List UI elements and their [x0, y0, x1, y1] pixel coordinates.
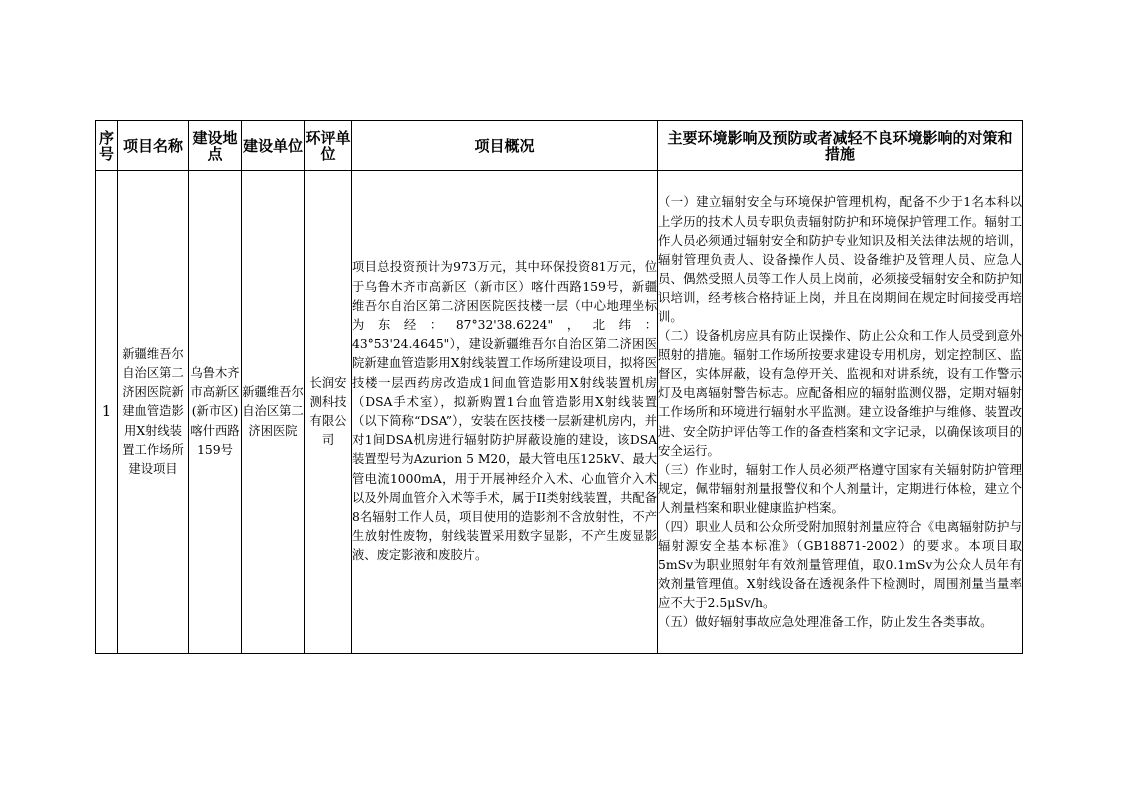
header-construction-unit: 建设单位: [242, 121, 305, 171]
measure-item: （四）职业人员和公众所受附加照射剂量应符合《电离辐射防护与辐射源安全基本标准》（GB18871-2002）的要求。本项目取5mSv为职业照射年有效剂量管理值，取0.1mSv为公众人员年有效剂量管理值。X射线设备在透视条件下检测时，周围剂量当量率应不大于2.5μSv/h。: [658, 519, 1022, 611]
cell-location: 乌鲁木齐市高新区(新市区)喀什西路159号: [189, 171, 242, 654]
measure-item: （五）做好辐射事故应急处理准备工作，防止发生各类事故。: [658, 614, 993, 630]
header-project-name: 项目名称: [118, 121, 189, 171]
header-row: [96, 121, 1023, 171]
measure-item: （一）建立辐射安全与环境保护管理机构，配备不少于1名本科以上学历的技术人员专职负责辐射防护和环境保护管理工作。辐射工作人员必须通过辐射安全和防护专业知识及相关法律法规的培训，辐射管理负责人、设备操作人员、设备维护及管理人员、应急人员、偶然受照人员等工作人员上岗前，必须接受辐射安全和防护知识培训，经考核合格持证上岗，并且在岗期间在规定时间接受再培训。: [658, 194, 1022, 324]
cell-eia-unit: 长润安测科技有限公司: [305, 171, 352, 654]
cell-construction-unit: 新疆维吾尔自治区第二济困医院: [242, 171, 305, 654]
project-table: [95, 120, 1023, 654]
cell-measures: [658, 171, 1023, 654]
table-row: [96, 171, 1023, 654]
header-seq: 序号: [96, 121, 118, 171]
measure-item: （二）设备机房应具有防止误操作、防止公众和工作人员受到意外照射的措施。辐射工作场所按要求建设专用机房，划定控制区、监督区，实体屏蔽，设有急停开关、监视和对讲系统，设有工作警示灯及电离辐射警告标志。应配备相应的辐射监测仪器，定期对辐射工作场所和环境进行辐射水平监测。建立设备维护与维修、装置改进、安全防护评估等工作的备查档案和文字记录，以确保该项目的安全运行。: [658, 328, 1022, 458]
header-measures: 主要环境影响及预防或者减轻不良环境影响的对策和措施: [658, 121, 1023, 171]
cell-project-name: 新疆维吾尔自治区第二济困医院新建血管造影用X射线装置工作场所建设项目: [118, 171, 189, 654]
header-eia-unit: 环评单位: [305, 121, 352, 171]
header-overview: 项目概况: [352, 121, 658, 171]
header-location: 建设地点: [189, 121, 242, 171]
measure-item: （三）作业时，辐射工作人员必须严格遵守国家有关辐射防护管理规定，佩带辐射剂量报警仪和个人剂量计，定期进行体检，建立个人剂量档案和职业健康监护档案。: [658, 461, 1022, 515]
cell-overview: 项目总投资预计为973万元，其中环保投资81万元，位于乌鲁木齐市高新区（新市区）喀什西路159号，新疆维吾尔自治区第二济困医院医技楼一层（中心地理坐标为东经：87°32'38.6224"，北纬：43°53'24.4645"），建设新疆维吾尔自治区第二济困医院新建血管造影用X射线装置工作场所建设项目，拟将医技楼一层西药房改造成1间血管造影用X射线装置机房（DSA手术室），拟新购置1台血管造影用X射线装置（以下简称“DSA”），安装在医技楼一层新建机房内，并对1间DSA机房进行辐射防护屏蔽设施的建设，该DSA装置型号为Azurion 5 M20，最大管电压125kV、最大管电流1000mA，用于开展神经介入术、心血管介入术以及外周血管介入术等手术，属于II类射线装置，共配备8名辐射工作人员，项目使用的造影剂不含放射性，不产生放射性废物，射线装置采用数字显影，不产生废显影液、废定影液和废胶片。: [352, 171, 658, 654]
cell-seq: 1: [96, 171, 118, 654]
